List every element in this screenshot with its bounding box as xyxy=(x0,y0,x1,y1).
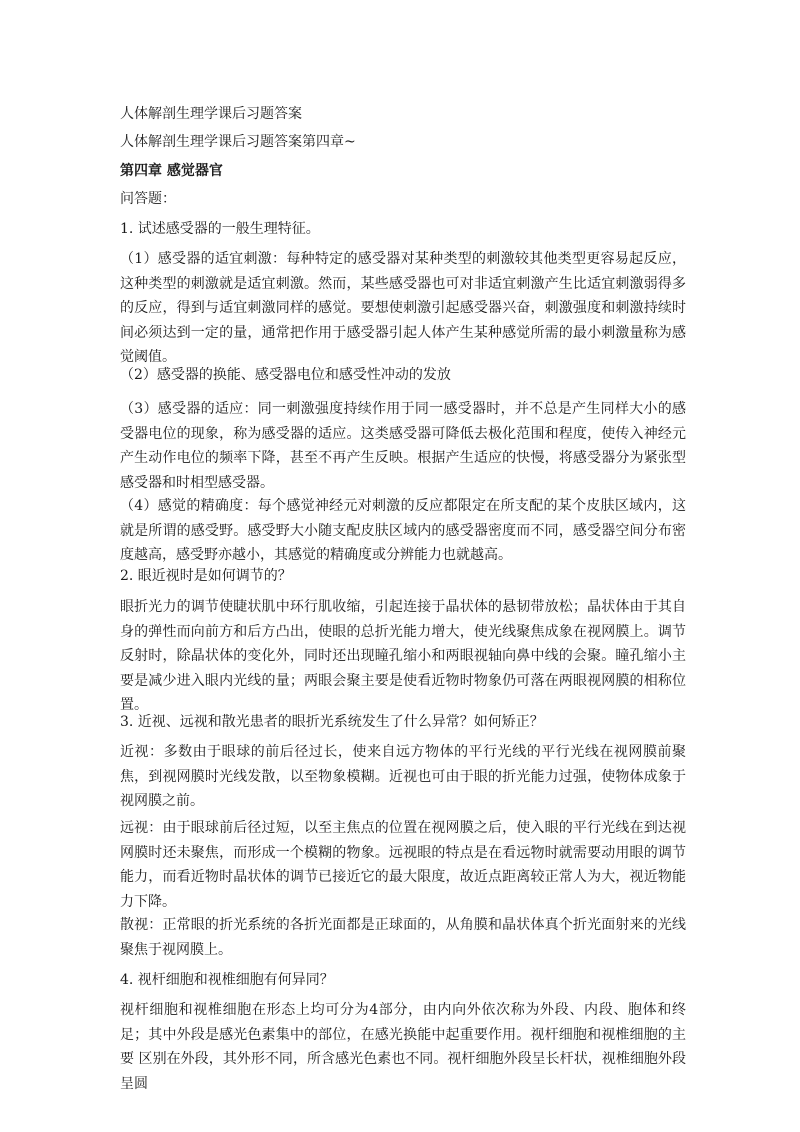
question-1: 1. 试述感受器的一般生理特征。 xyxy=(120,221,320,237)
question-2: 2. 眼近视时是如何调节的？ xyxy=(120,568,292,584)
answer-1-paragraph-2: （2）感受器的换能、感受器电位和感受性冲动的发放 xyxy=(120,367,451,383)
answer-3-paragraph-2: 远视：由于眼球前后径过短，以至主焦点的位置在视网膜之后，使入眼的平行光线在到达视网膜时还未聚焦，而形成一个模糊的物象。远视眼的特点是在看远物时就需要动用眼的调节能力，而看近物时晶状体的调节已接近它的最大限度，故近点距离较正常人为大，视近物能力下降。 xyxy=(120,820,686,910)
answer-4-paragraph-1: 视杆细胞和视椎细胞在形态上均可分为4部分，由内向外依次称为外段、内段、胞体和终足；其中外段是感光色素集中的部位，在感光换能中起重要作用。视杆细胞和视椎细胞的主要 区别在外段，其外形不同，所含感光色素也不同。视杆细胞外段呈长杆状，视椎细胞外段 呈圆 xyxy=(120,1002,686,1092)
answer-3-paragraph-3: 散视：正常眼的折光系统的各折光面都是正球面的，从角膜和晶状体真个折光面射来的光线聚焦于视网膜上。 xyxy=(120,917,686,958)
document-title: 人体解剖生理学课后习题答案 xyxy=(120,106,302,122)
answer-1-paragraph-1: （1）感受器的适宜刺激：每种特定的感受器对某种类型的刺激较其他类型更容易起反应，这种类型的刺激就是适宜刺激。然而，某些感受器也可对非适宜刺激产生比适宜刺激弱得多的反应，得到与适宜刺激同样的感觉。要想使刺激引起感受器兴奋，刺激强度和刺激持续时间必须达到一定的量，通常把作用于感受器引起人体产生某种感觉所需的最小刺激量称为感觉阈值。 xyxy=(120,251,686,365)
answer-1-paragraph-4: （4）感觉的精确度：每个感觉神经元对刺激的反应都限定在所支配的某个皮肤区域内，这就是所谓的感受野。感受野大小随支配皮肤区域内的感受器密度而不同，感受器空间分布密度越高，感受野亦越小，其感觉的精确度或分辨能力也就越高。 xyxy=(120,498,686,563)
answer-2-paragraph-1: 眼折光力的调节使睫状肌中环行肌收缩，引起连接于晶状体的悬韧带放松；晶状体由于其自身的弹性而向前方和后方凸出，使眼的总折光能力增大，使光线聚焦成象在视网膜上。调节反射时，除晶状体的变化外，同时还出现瞳孔缩小和两眼视轴向鼻中线的会聚。瞳孔缩小主要是减少进入眼内光线的量；两眼会聚主要是使看近物时物象仍可落在两眼视网膜的相称位置。 xyxy=(120,599,686,713)
document-subtitle: 人体解剖生理学课后习题答案第四章~ xyxy=(120,134,356,150)
chapter-heading: 第四章 感觉器官 xyxy=(120,163,223,179)
answer-3-paragraph-1: 近视：多数由于眼球的前后径过长，使来自远方物体的平行光线的平行光线在视网膜前聚焦，到视网膜时光线发散，以至物象模糊。近视也可由于眼的折光能力过强，使物体成象于视网膜之前。 xyxy=(120,744,686,809)
question-3: 3. 近视、远视和散光患者的眼折光系统发生了什么异常？如何矫正？ xyxy=(120,714,544,730)
question-4: 4. 视杆细胞和视椎细胞有何异同？ xyxy=(120,972,334,988)
answer-1-paragraph-3: （3）感受器的适应：同一刺激强度持续作用于同一感受器时，并不总是产生同样大小的感受器电位的现象，称为感受器的适应。这类感受器可降低去极化范围和程度，使传入神经元产生动作电位的频率下降，甚至不再产生反映。根据产生适应的快慢，将感受器分为紧张型感受器和时相型感受器。 xyxy=(120,401,686,491)
qa-label: 问答题： xyxy=(120,191,176,207)
